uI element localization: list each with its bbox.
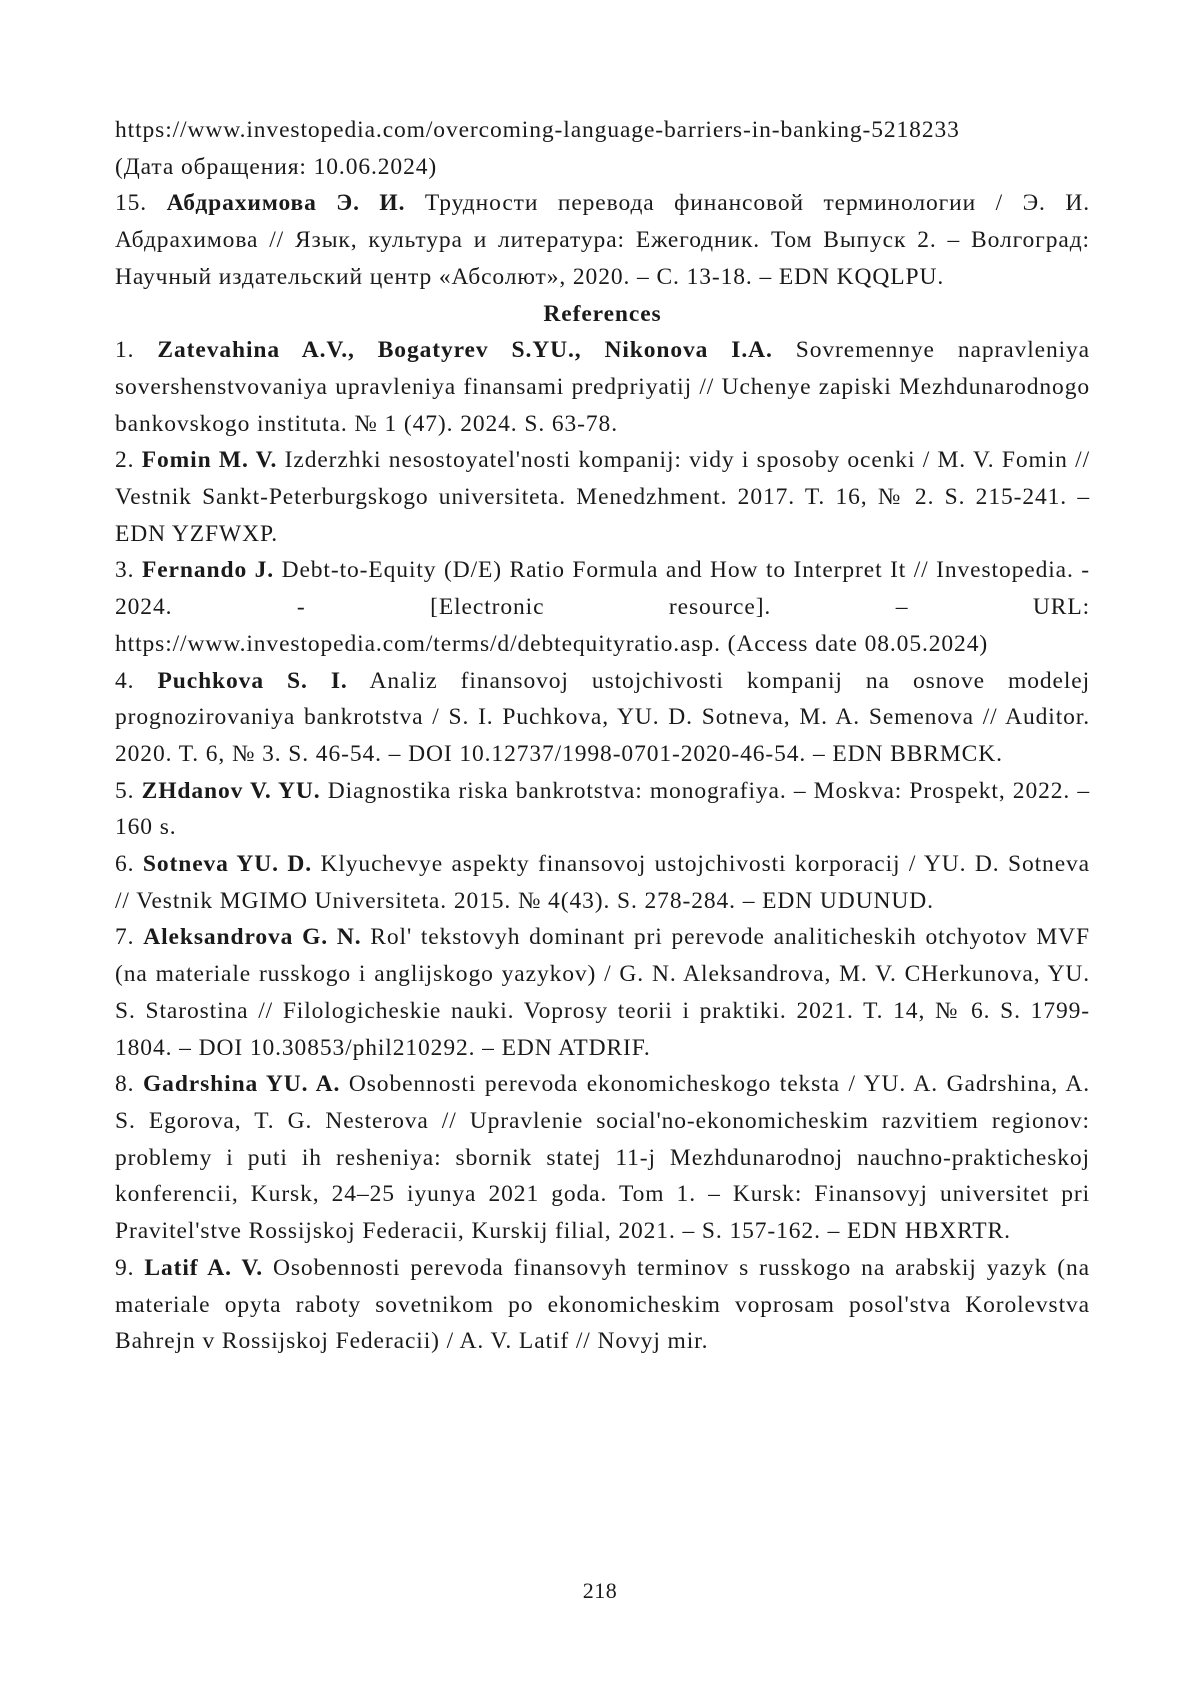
reference-number: 15. bbox=[115, 190, 148, 217]
reference-text: Osobennosti perevoda ekonomicheskogo teksta / YU. A. Gadrshina, A. S. Egorova, T. G. Nesterova // Upravlenie social'no-ekonomicheskim razvitiem regionov: problemy i puti ih resheniya: sbornik statej 11-j Mezhdunarodnoj nauchno-prakticheskoj konferencii, Kursk, 24–25 iyunya 2021 goda. Tom 1. – Kursk: Finansovyj universitet pri Pravitel'stve Rossijskoj Federacii, Kurskij filial, 2021. – S. 157-162. – EDN HBXRTR. bbox=[115, 1071, 1090, 1245]
reference-author: Puchkova S. I. bbox=[157, 667, 348, 694]
reference-entry-1 bbox=[115, 332, 1090, 442]
reference-number: 9. bbox=[115, 1254, 135, 1281]
reference-author: Sotneva YU. D. bbox=[142, 851, 313, 878]
reference-text: Diagnostika riska bankrotstva: monografiya. – Moskva: Prospekt, 2022. – 160 s. bbox=[115, 777, 1091, 841]
reference-text: Трудности перевода финансовой терминологии / Э. И. Абдрахимова // Язык, культура и литература: Ежегодник. Том Выпуск 2. – Волгоград: Научный издательский центр «Абсолют», 2020. – С. 13-18. – EDN KQQLPU. bbox=[115, 190, 1090, 290]
continuation-access-date: (Дата обращения: 10.06.2024) bbox=[115, 153, 438, 180]
reference-text: Osobennosti perevoda finansovyh terminov s russkogo na arabskij yazyk (na materiale opyta raboty sovetnikom po ekonomicheskim voprosam posol'stva Korolevstva Bahrejn v Rossijskoj Federacii) / A. V. Latif // Novyj mir. bbox=[115, 1254, 1090, 1355]
references-heading: References bbox=[543, 300, 662, 327]
reference-entry-8 bbox=[115, 1066, 1090, 1250]
continuation-url: https://www.investopedia.com/overcoming-language-barriers-in-banking-5218233 bbox=[115, 117, 960, 143]
reference-author: Fomin M. V. bbox=[141, 447, 278, 474]
reference-entry-15 bbox=[115, 185, 1090, 295]
reference-author: Fernando J. bbox=[141, 557, 275, 584]
reference-author: Aleksandrova G. N. bbox=[143, 924, 362, 951]
reference-text: Debt-to-Equity (D/E) Ratio Formula and How to Interpret It // Investopedia. - 2024. - [Electronic resource]. – URL: https://www.investopedia.com/terms/d/debtequityratio.asp. (Access date 08.05.2024) bbox=[115, 557, 1091, 657]
reference-entry-6 bbox=[115, 846, 1090, 919]
reference-text: Klyuchevye aspekty finansovoj ustojchivosti korporacij / YU. D. Sotneva // Vestnik MGIMO Universiteta. 2015. № 4(43). S. 278-284. – EDN UDUNUD. bbox=[115, 851, 1091, 914]
reference-number: 1. bbox=[115, 337, 135, 364]
reference-text: Rol' tekstovyh dominant pri perevode analiticheskih otchyotov MVF (na materiale russkogo i anglijskogo yazykov) / G. N. Aleksandrova, M. V. CHerkunova, YU. S. Starostina // Filologicheskie nauki. Voprosy teorii i praktiki. 2021. T. 14, № 6. S. 1799-1804. – DOI 10.30853/phil210292. – EDN ATDRIF. bbox=[115, 924, 1090, 1061]
reference-author: ZHdanov V. YU. bbox=[141, 777, 321, 804]
reference-author: Абдрахимова Э. И. bbox=[166, 190, 406, 217]
reference-text: Sovremennye napravleniya sovershenstvovaniya upravleniya finansami predpriyatij // Uchenye zapiski Mezhdunarodnogo bankovskogo instituta. № 1 (47). 2024. S. 63-78. bbox=[115, 337, 1091, 437]
reference-text: Analiz finansovoj ustojchivosti kompanij na osnove modelej prognozirovaniya bankrotstva / S. I. Puchkova, YU. D. Sotneva, M. A. Semenova // Auditor. 2020. T. 6, № 3. S. 46-54. – DOI 10.12737/1998-0701-2020-46-54. – EDN BBRMCK. bbox=[115, 667, 1091, 767]
reference-number: 7. bbox=[115, 924, 135, 951]
reference-number: 6. bbox=[115, 851, 135, 878]
page-content bbox=[115, 112, 1090, 1360]
reference-entry-9 bbox=[115, 1250, 1090, 1360]
reference-number: 8. bbox=[115, 1071, 135, 1098]
reference-entry-3 bbox=[115, 552, 1090, 662]
reference-entry-7 bbox=[115, 919, 1090, 1066]
reference-number: 2. bbox=[115, 447, 135, 474]
page-number: 218 bbox=[582, 1578, 618, 1603]
reference-number: 5. bbox=[115, 777, 135, 804]
reference-entry-4 bbox=[115, 663, 1090, 773]
reference-author: Latif A. V. bbox=[144, 1254, 264, 1281]
reference-number: 4. bbox=[115, 667, 135, 694]
reference-author: Zatevahina A.V., Bogatyrev S.YU., Nikonova I.A. bbox=[157, 337, 773, 364]
reference-author: Gadrshina YU. A. bbox=[143, 1071, 341, 1098]
reference-entry-2 bbox=[115, 442, 1090, 552]
reference-number: 3. bbox=[115, 557, 135, 584]
reference-text: Izderzhki nesostoyatel'nosti kompanij: vidy i sposoby ocenki / M. V. Fomin // Vestnik Sankt-Peterburgskogo universiteta. Menedzhment. 2017. T. 16, № 2. S. 215-241. – EDN YZFWXP. bbox=[115, 447, 1090, 547]
reference-entry-5 bbox=[115, 773, 1090, 846]
